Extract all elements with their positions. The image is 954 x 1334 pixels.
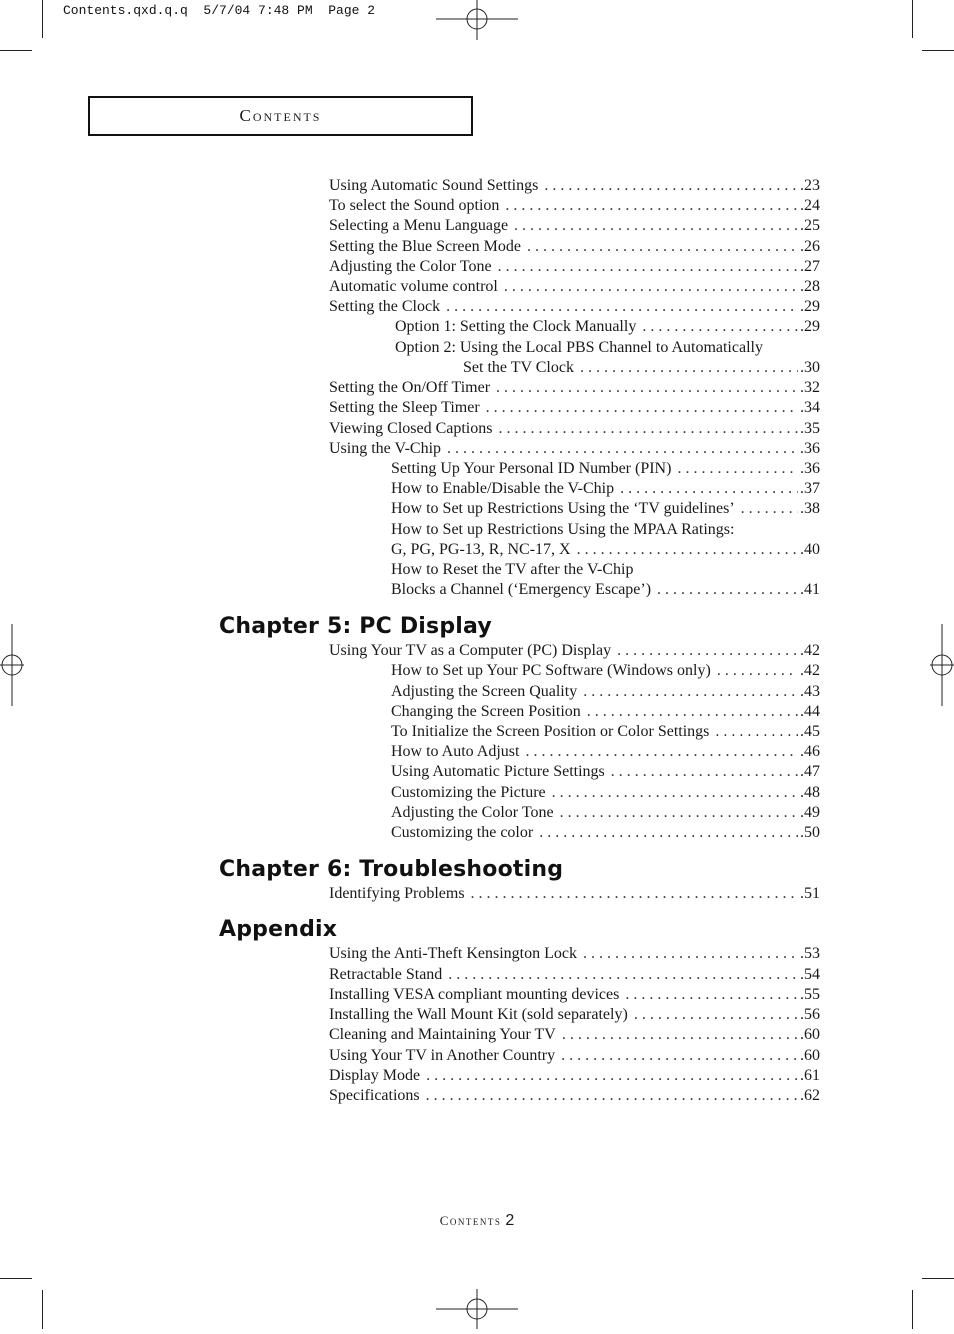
registration-mark-bottom xyxy=(436,1289,518,1329)
toc-entry[interactable]: Using Your TV in Another Country . . . .60 xyxy=(329,1046,820,1066)
toc-entry[interactable]: Viewing Closed Captions . . . .35 xyxy=(329,419,820,439)
toc-page: 55 xyxy=(804,986,820,1003)
toc-page: 62 xyxy=(804,1087,820,1104)
toc-title: Adjusting the Color Tone xyxy=(391,804,554,821)
toc-title: Setting the Sleep Timer xyxy=(329,399,480,416)
toc-entry[interactable]: Cleaning and Maintaining Your TV . . . .60 xyxy=(329,1025,820,1045)
toc-entry[interactable]: Installing the Wall Mount Kit (sold separately) . . . .56 xyxy=(329,1005,820,1025)
toc-title: Setting the Clock xyxy=(329,298,441,315)
toc-entry[interactable]: How to Set up Your PC Software (Windows only) . . . .42 xyxy=(391,661,820,681)
toc-page: 26 xyxy=(804,238,820,255)
toc-page: 47 xyxy=(804,763,820,780)
toc-page: 25 xyxy=(804,217,820,234)
toc-entry[interactable]: Setting Up Your Personal ID Number (PIN) . . . .36 xyxy=(391,459,820,479)
toc-title: Customizing the Picture xyxy=(391,784,546,801)
toc-title: How to Auto Adjust xyxy=(391,743,520,760)
toc-entry[interactable]: How to Enable/Disable the V-Chip . . . .37 xyxy=(391,479,820,499)
toc-entry[interactable]: Customizing the Picture . . . .48 xyxy=(391,783,820,803)
toc-entry[interactable]: Using the V-Chip . . . .36 xyxy=(329,439,820,459)
toc-title: Setting the On/Off Timer xyxy=(329,379,491,396)
toc-page: 42 xyxy=(804,642,820,659)
toc-page: 23 xyxy=(804,177,820,194)
toc-page: 61 xyxy=(804,1067,820,1084)
toc-page: 29 xyxy=(804,298,820,315)
toc-entry[interactable]: Setting the Blue Screen Mode . . . .26 xyxy=(329,237,820,257)
toc-entry[interactable]: Blocks a Channel (‘Emergency Escape’) . . . .41 xyxy=(391,580,820,600)
registration-mark-right xyxy=(930,624,954,706)
toc-page: 44 xyxy=(804,703,820,720)
toc-page: 36 xyxy=(804,440,820,457)
toc-title: Using Automatic Picture Settings xyxy=(391,763,605,780)
toc-page: 35 xyxy=(804,420,820,437)
toc-title: Setting the Blue Screen Mode xyxy=(329,238,521,255)
toc-page: 51 xyxy=(804,885,820,902)
toc-title: G, PG, PG-13, R, NC-17, X xyxy=(391,541,571,558)
toc-page: 24 xyxy=(804,197,820,214)
toc-title: How to Set up Your PC Software (Windows only) xyxy=(391,662,711,679)
toc-title: Using the V-Chip xyxy=(329,440,442,457)
toc-page: 60 xyxy=(804,1026,820,1043)
toc-entry[interactable]: To Initialize the Screen Position or Color Settings . . . .45 xyxy=(391,722,820,742)
crop-mark xyxy=(922,1278,954,1279)
toc-page: 46 xyxy=(804,743,820,760)
toc-title: Blocks a Channel (‘Emergency Escape’) xyxy=(391,581,652,598)
toc-entry[interactable]: Customizing the color . . . .50 xyxy=(391,823,820,843)
toc-page: 37 xyxy=(804,480,820,497)
registration-mark-top xyxy=(436,0,518,40)
toc-title: Customizing the color xyxy=(391,824,534,841)
toc-page: 49 xyxy=(804,804,820,821)
toc-entry[interactable]: How to Set up Restrictions Using the ‘TV guidelines’ . . . .38 xyxy=(391,499,820,519)
toc-entry[interactable]: Adjusting the Color Tone . . . .27 xyxy=(329,257,820,277)
toc-entry[interactable]: Adjusting the Screen Quality . . . .43 xyxy=(391,682,820,702)
toc-page: 42 xyxy=(804,662,820,679)
toc-entry[interactable]: Using Automatic Sound Settings . . . .23 xyxy=(329,176,820,196)
crop-mark xyxy=(0,50,32,51)
toc-entry[interactable]: Setting the Clock . . . .29 xyxy=(329,297,820,317)
toc-page: 36 xyxy=(804,460,820,477)
crop-mark xyxy=(42,0,43,38)
footer-label: Contents xyxy=(439,1213,502,1228)
toc-title: Using Your TV as a Computer (PC) Display xyxy=(329,642,612,659)
toc-entry[interactable]: Adjusting the Color Tone . . . .49 xyxy=(391,803,820,823)
toc-entry[interactable]: Setting the On/Off Timer . . . .32 xyxy=(329,378,820,398)
toc-entry[interactable]: Changing the Screen Position . . . .44 xyxy=(391,702,820,722)
toc-page: 29 xyxy=(804,318,820,335)
toc-entry[interactable]: Display Mode . . . .61 xyxy=(329,1066,820,1086)
toc-entry[interactable]: Using Your TV as a Computer (PC) Display . . . .42 xyxy=(329,641,820,661)
toc-entry-line: How to Set up Restrictions Using the MPAA Ratings: xyxy=(391,521,735,538)
toc-entry-line: Option 2: Using the Local PBS Channel to Automatically xyxy=(395,339,763,356)
toc-entry[interactable]: Retractable Stand . . . .54 xyxy=(329,965,820,985)
toc-title: Specifications xyxy=(329,1087,420,1104)
toc-title: Setting Up Your Personal ID Number (PIN) xyxy=(391,460,672,477)
toc-page: 27 xyxy=(804,258,820,275)
crop-mark xyxy=(42,1290,43,1329)
toc-title: Viewing Closed Captions xyxy=(329,420,493,437)
toc-title: Selecting a Menu Language xyxy=(329,217,509,234)
toc-title: Display Mode xyxy=(329,1067,421,1084)
toc-entry[interactable]: G, PG, PG-13, R, NC-17, X . . . .40 xyxy=(391,540,820,560)
toc-title: To Initialize the Screen Position or Color Settings xyxy=(391,723,710,740)
toc-title: Option 1: Setting the Clock Manually xyxy=(395,318,637,335)
toc-entry[interactable]: Set the TV Clock . . . .30 xyxy=(463,358,820,378)
toc-title: Set the TV Clock xyxy=(463,359,574,376)
toc-title: Installing the Wall Mount Kit (sold separately) xyxy=(329,1006,628,1023)
toc-page: 40 xyxy=(804,541,820,558)
chapter-heading: Chapter 5: PC Display xyxy=(219,614,492,639)
toc-page: 48 xyxy=(804,784,820,801)
toc-entry[interactable]: Selecting a Menu Language . . . .25 xyxy=(329,216,820,236)
toc-title: Automatic volume control xyxy=(329,278,498,295)
chapter-heading: Appendix xyxy=(219,917,338,942)
toc-page: 34 xyxy=(804,399,820,416)
toc-entry[interactable]: Installing VESA compliant mounting devices . . . .55 xyxy=(329,985,820,1005)
toc-title: Using the Anti-Theft Kensington Lock xyxy=(329,945,577,962)
section-header xyxy=(88,96,473,136)
chapter-heading: Chapter 6: Troubleshooting xyxy=(219,857,564,882)
toc-page: 41 xyxy=(804,581,820,598)
toc-page: 38 xyxy=(804,500,820,517)
toc-entry[interactable]: Specifications . . . .62 xyxy=(329,1086,820,1106)
header-title: Contents xyxy=(239,106,322,125)
toc-page: 45 xyxy=(804,723,820,740)
toc-title: Adjusting the Screen Quality xyxy=(391,683,578,700)
toc-entry[interactable]: Using the Anti-Theft Kensington Lock . . . .53 xyxy=(329,944,820,964)
toc-page: 50 xyxy=(804,824,820,841)
toc-page: 54 xyxy=(804,966,820,983)
toc-entry[interactable]: How to Auto Adjust . . . .46 xyxy=(391,742,820,762)
toc-page: 30 xyxy=(804,359,820,376)
toc-title: Retractable Stand xyxy=(329,966,443,983)
toc-entry[interactable]: Setting the Sleep Timer . . . .34 xyxy=(329,398,820,418)
toc-title: How to Enable/Disable the V-Chip xyxy=(391,480,615,497)
toc-entry[interactable]: To select the Sound option . . . .24 xyxy=(329,196,820,216)
toc-title: Installing VESA compliant mounting devices xyxy=(329,986,620,1003)
toc-title: How to Set up Restrictions Using the ‘TV guidelines’ xyxy=(391,500,735,517)
toc-page: 60 xyxy=(804,1047,820,1064)
toc-page: 53 xyxy=(804,945,820,962)
printer-slug: Contents.qxd.q.q 5/7/04 7:48 PM Page 2 xyxy=(63,3,376,18)
crop-mark xyxy=(922,50,954,51)
page-number: 2 xyxy=(505,1212,515,1229)
toc-title: Cleaning and Maintaining Your TV xyxy=(329,1026,556,1043)
toc-page: 43 xyxy=(804,683,820,700)
toc-entry[interactable]: Using Automatic Picture Settings . . . .47 xyxy=(391,762,820,782)
crop-mark xyxy=(912,0,913,38)
toc-page: 28 xyxy=(804,278,820,295)
toc-title: Adjusting the Color Tone xyxy=(329,258,492,275)
toc-page: 32 xyxy=(804,379,820,396)
toc-entry-line: How to Reset the TV after the V-Chip xyxy=(391,561,634,578)
toc-title: To select the Sound option xyxy=(329,197,500,214)
toc-page: 56 xyxy=(804,1006,820,1023)
toc-entry[interactable]: Identifying Problems . . . .51 xyxy=(329,884,820,904)
toc-entry[interactable]: Option 1: Setting the Clock Manually . . . .29 xyxy=(395,317,820,337)
toc-title: Using Your TV in Another Country xyxy=(329,1047,556,1064)
toc-title: Identifying Problems xyxy=(329,885,465,902)
page-footer xyxy=(0,1212,954,1230)
crop-mark xyxy=(0,1278,32,1279)
registration-mark-left xyxy=(0,624,24,706)
toc-entry[interactable]: Automatic volume control . . . .28 xyxy=(329,277,820,297)
toc-title: Changing the Screen Position xyxy=(391,703,581,720)
toc-title: Using Automatic Sound Settings xyxy=(329,177,539,194)
crop-mark xyxy=(912,1290,913,1329)
